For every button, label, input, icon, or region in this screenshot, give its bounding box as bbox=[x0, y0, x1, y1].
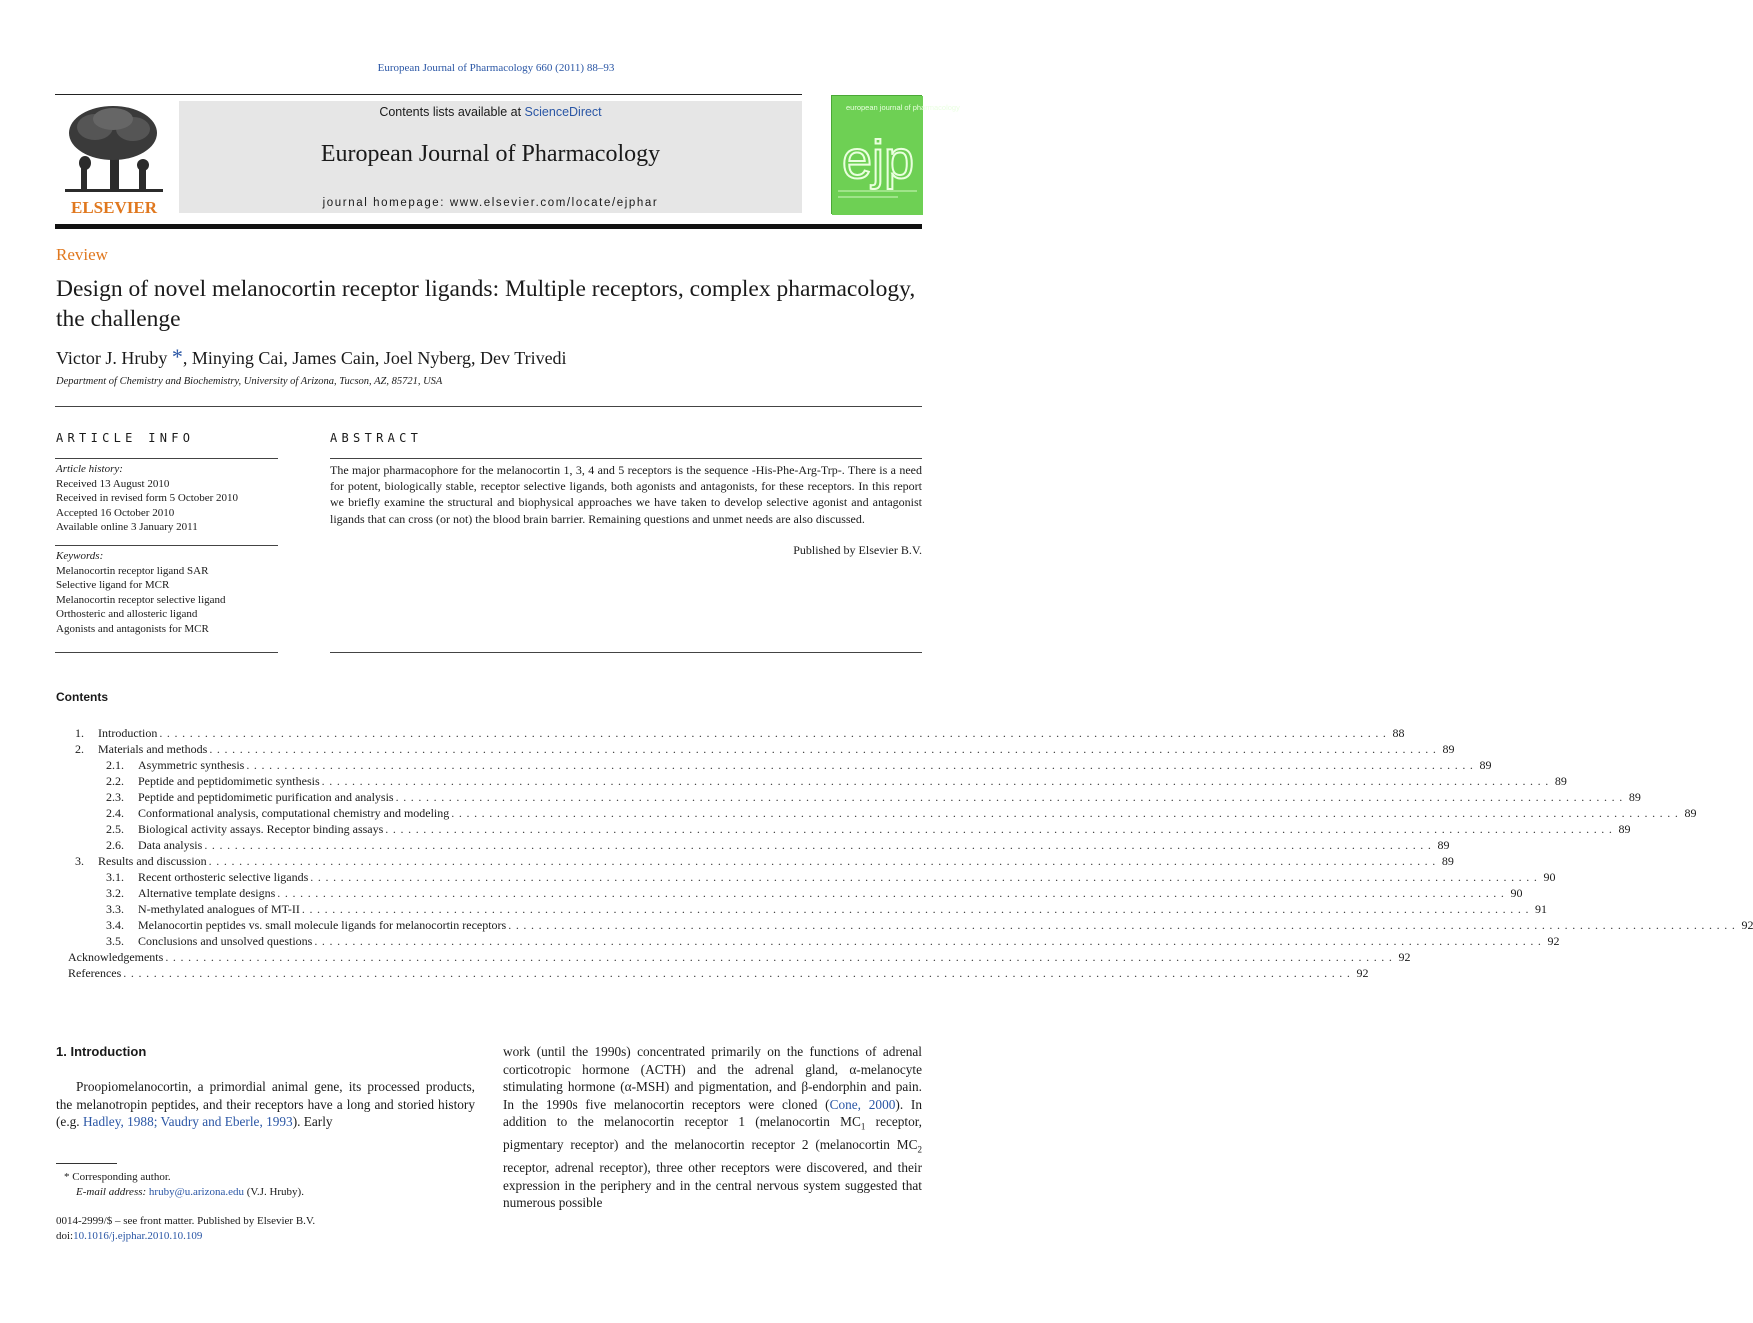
toc-entry-page: 90 bbox=[1543, 870, 1556, 884]
toc-entry-page: 89 bbox=[1442, 742, 1455, 756]
author-list bbox=[56, 344, 567, 370]
keywords bbox=[56, 549, 226, 636]
toc-entry-title: Peptide and peptidomimetic synthesis bbox=[138, 774, 320, 788]
email-tail: (V.J. Hruby). bbox=[243, 1186, 304, 1198]
corresponding-note: * Corresponding author. bbox=[64, 1171, 171, 1183]
history-item: Received 13 August 2010 bbox=[56, 477, 170, 490]
issn-line: 0014-2999/$ – see front matter. Published by Elsevier B.V. bbox=[56, 1215, 316, 1227]
toc-entry-number: 3.1. bbox=[106, 870, 124, 884]
keyword: Melanocortin receptor ligand SAR bbox=[56, 564, 209, 577]
toc-leader-dots: .................................................................................................................................................................. bbox=[277, 886, 1509, 900]
email-label: E-mail address: bbox=[76, 1186, 149, 1198]
intro-text: work (until the 1990s) concentrated primarily on the functions of adrenal corticotropic hormone (ACTH) and the adrenal gland, α-melanocyte stimulating hormone (α-MSH) and pigmentation, and β-endorphin and pain. In the 1990s five melanocortin receptors were cloned ( bbox=[503, 1044, 922, 1112]
toc-entry-page: 92 bbox=[1741, 918, 1753, 932]
toc-entry-title: Conformational analysis, computational chemistry and modeling bbox=[138, 806, 450, 820]
toc-entry[interactable] bbox=[56, 901, 1548, 917]
intro-text: Proopiomelanocortin, a primordial animal gene, its processed products, the melanotropin peptides, and their receptors have a long and storied history (e.g. bbox=[56, 1079, 475, 1129]
toc-leader-dots: .................................................................................................................................................................. bbox=[310, 870, 1542, 884]
toc-entry-number: 2.3. bbox=[106, 790, 124, 804]
toc-entry-number: 3. bbox=[75, 854, 84, 868]
toc-entry-title: Asymmetric synthesis bbox=[138, 758, 245, 772]
article-info-heading: ARTICLE INFO bbox=[56, 431, 195, 445]
toc-entry-number: 2.5. bbox=[106, 822, 124, 836]
toc-entry-title: Data analysis bbox=[138, 838, 203, 852]
journal-cover-image bbox=[831, 95, 960, 214]
toc-entry-title: Melanocortin peptides vs. small molecule ligands for melanocortin receptors bbox=[138, 918, 507, 932]
toc-entry-number: 3.2. bbox=[106, 886, 124, 900]
toc-entry-page: 89 bbox=[1437, 838, 1450, 852]
toc-entry-number: 2.1. bbox=[106, 758, 124, 772]
toc-entry-number: 3.4. bbox=[106, 918, 124, 932]
article-history bbox=[56, 462, 238, 535]
toc-entry[interactable] bbox=[56, 773, 1567, 789]
other-authors: , Minying Cai, James Cain, Joel Nyberg, Dev Trivedi bbox=[182, 348, 567, 368]
publisher-line: Published by Elsevier B.V. bbox=[793, 543, 922, 557]
article-type: Review bbox=[56, 245, 108, 264]
footnote bbox=[64, 1170, 304, 1200]
toc-entry-page: 89 bbox=[1628, 790, 1641, 804]
toc-entry-page: 89 bbox=[1554, 774, 1567, 788]
intro-text: receptor, adrenal receptor), three other receptors were discovered, and their expression in the periphery and in the central nervous system suggested that numerous possible bbox=[503, 1160, 922, 1211]
abstract-heading: ABSTRACT bbox=[330, 431, 423, 445]
history-label: Article history: bbox=[56, 463, 123, 475]
intro-text: ). Early bbox=[292, 1114, 333, 1129]
toc-leader-dots: .................................................................................................................................................................. bbox=[314, 934, 1546, 948]
intro-paragraph-continued bbox=[503, 1043, 922, 1212]
toc-entry-page: 88 bbox=[1392, 726, 1405, 740]
toc-entry-page: 92 bbox=[1398, 950, 1411, 964]
keyword: Orthosteric and allosteric ligand bbox=[56, 608, 198, 620]
corresponding-author-mark[interactable]: * bbox=[171, 344, 183, 369]
toc-leader-dots: .................................................................................................................................................................. bbox=[209, 742, 1441, 756]
divider bbox=[55, 406, 922, 407]
toc-entry[interactable] bbox=[56, 933, 1560, 949]
toc-leader-dots: .................................................................................................................................................................. bbox=[451, 806, 1683, 820]
elsevier-wordmark: ELSEVIER bbox=[71, 198, 157, 217]
doi-label: doi: bbox=[56, 1229, 74, 1242]
section-heading: 1. Introduction bbox=[56, 1044, 147, 1059]
sciencedirect-link[interactable]: ScienceDirect bbox=[524, 105, 602, 119]
toc-leader-dots: .................................................................................................................................................................. bbox=[208, 854, 1440, 868]
toc-entry[interactable] bbox=[56, 853, 1454, 869]
toc-entry-page: 92 bbox=[1547, 934, 1560, 948]
toc-entry[interactable] bbox=[56, 917, 1753, 933]
toc-entry[interactable] bbox=[56, 949, 1411, 965]
cover-ejp-mark: ejp bbox=[841, 130, 915, 190]
toc-entry-page: 89 bbox=[1441, 854, 1454, 868]
email-link[interactable]: hruby@u.arizona.edu bbox=[148, 1186, 244, 1198]
toc-entry-title: Introduction bbox=[98, 726, 158, 740]
toc-leader-dots: .................................................................................................................................................................. bbox=[204, 838, 1436, 852]
toc-entry-page: 92 bbox=[1356, 966, 1369, 980]
divider bbox=[55, 545, 278, 546]
toc-entry[interactable] bbox=[56, 789, 1641, 805]
first-author: Victor J. Hruby bbox=[56, 348, 168, 368]
toc-entry[interactable] bbox=[56, 837, 1450, 853]
toc-entry-title: Biological activity assays. Receptor binding assays bbox=[138, 822, 384, 836]
divider bbox=[55, 652, 278, 653]
keyword: Selective ligand for MCR bbox=[56, 579, 170, 591]
elsevier-logo bbox=[55, 101, 173, 217]
toc-entry-title: References bbox=[68, 966, 122, 980]
toc-entry-number: 3.5. bbox=[106, 934, 124, 948]
journal-title: European Journal of Pharmacology bbox=[320, 141, 661, 167]
toc-entry-title: Conclusions and unsolved questions bbox=[138, 934, 313, 948]
toc-entry-page: 89 bbox=[1684, 806, 1697, 820]
toc-entry-page: 91 bbox=[1535, 902, 1548, 916]
cover-small-text: european journal of pharmacology bbox=[846, 103, 960, 112]
citation-link[interactable]: Hadley, 1988; Vaudry and Eberle, 1993 bbox=[82, 1114, 293, 1129]
toc-entry[interactable] bbox=[56, 869, 1556, 885]
subscript: 2 bbox=[917, 1144, 922, 1155]
keyword: Agonists and antagonists for MCR bbox=[56, 622, 209, 635]
footnote-rule bbox=[56, 1163, 117, 1164]
header-rule-top bbox=[55, 94, 802, 95]
toc-entry-number: 2. bbox=[75, 742, 84, 756]
divider bbox=[55, 458, 278, 459]
toc-entry[interactable] bbox=[56, 805, 1697, 821]
toc-entry-number: 3.3. bbox=[106, 902, 124, 916]
subscript: 1 bbox=[860, 1121, 866, 1132]
history-item: Received in revised form 5 October 2010 bbox=[56, 492, 239, 504]
issn-block bbox=[56, 1214, 315, 1243]
toc-leader-dots: .................................................................................................................................................................. bbox=[123, 966, 1355, 980]
intro-text: ). In addition to the melanocortin receptor 1 (melanocortin MC bbox=[503, 1096, 923, 1129]
toc-entry-page: 90 bbox=[1510, 886, 1523, 900]
journal-reference[interactable]: European Journal of Pharmacology 660 (2011) 88–93 bbox=[377, 62, 615, 74]
toc-leader-dots: .................................................................................................................................................................. bbox=[385, 822, 1617, 836]
toc-entry-title: Materials and methods bbox=[98, 742, 208, 756]
toc-entry-title: Recent orthosteric selective ligands bbox=[138, 870, 309, 884]
journal-header-box bbox=[179, 101, 802, 213]
citation-link[interactable]: Cone, 2000 bbox=[829, 1096, 896, 1112]
doi-link[interactable]: 10.1016/j.ejphar.2010.10.109 bbox=[73, 1229, 203, 1242]
history-item: Accepted 16 October 2010 bbox=[56, 506, 175, 519]
toc-entry-title: Peptide and peptidomimetic purification and analysis bbox=[138, 790, 394, 804]
keyword: Melanocortin receptor selective ligand bbox=[56, 593, 226, 606]
divider bbox=[330, 652, 922, 653]
intro-paragraph bbox=[56, 1078, 475, 1131]
toc-entry-page: 89 bbox=[1618, 822, 1631, 836]
table-of-contents bbox=[56, 725, 1753, 981]
toc-entry-number: 2.6. bbox=[106, 838, 124, 852]
toc-entry-title: Results and discussion bbox=[98, 854, 207, 868]
contents-heading: Contents bbox=[56, 690, 108, 704]
intro-text: receptor, pigmentary receptor) and the melanocortin receptor 2 (melanocortin MC bbox=[503, 1114, 922, 1153]
affiliation: Department of Chemistry and Biochemistry, University of Arizona, Tucson, AZ, 85721, USA bbox=[56, 376, 443, 387]
toc-entry-title: N-methylated analogues of MT-II bbox=[138, 902, 300, 916]
abstract-text: The major pharmacophore for the melanocortin 1, 3, 4 and 5 receptors is the sequence -His-Phe-Arg-Trp-. There is a need for potent, biologically stable, receptor selective ligands, both agonists and antagonists, for these receptors. In this report we briefly examine the structural and biophysical approaches we have taken to develop selective agonist and antagonist ligands that can cross (or not) the blood brain barrier. Remaining questions and unmet needs are also discussed. bbox=[330, 463, 922, 526]
toc-leader-dots: .................................................................................................................................................................. bbox=[165, 950, 1397, 964]
toc-entry[interactable] bbox=[56, 821, 1631, 837]
toc-leader-dots: .................................................................................................................................................................. bbox=[508, 918, 1740, 932]
toc-entry[interactable] bbox=[56, 885, 1523, 901]
toc-entry-number: 1. bbox=[75, 726, 84, 740]
article-title: Design of novel melanocortin receptor ligands: Multiple receptors, complex pharmacology, the challenge bbox=[56, 276, 916, 332]
journal-homepage[interactable]: journal homepage: www.elsevier.com/locate/ejphar bbox=[322, 197, 659, 209]
toc-entry[interactable] bbox=[56, 725, 1405, 741]
toc-entry-page: 89 bbox=[1479, 758, 1492, 772]
toc-entry-title: Acknowledgements bbox=[68, 950, 164, 964]
toc-leader-dots: .................................................................................................................................................................. bbox=[301, 902, 1534, 916]
history-item: Available online 3 January 2011 bbox=[56, 521, 198, 533]
toc-leader-dots: .................................................................................................................................................................. bbox=[159, 726, 1391, 740]
toc-entry[interactable] bbox=[56, 741, 1455, 757]
header-rule-bottom bbox=[55, 224, 922, 229]
toc-leader-dots: .................................................................................................................................................................. bbox=[321, 774, 1553, 788]
toc-leader-dots: .................................................................................................................................................................. bbox=[246, 758, 1478, 772]
divider bbox=[330, 458, 922, 459]
toc-entry-number: 2.2. bbox=[106, 774, 124, 788]
contents-availability bbox=[179, 105, 802, 119]
toc-entry-title: Alternative template designs bbox=[138, 886, 276, 900]
contents-prefix: Contents lists available at bbox=[379, 105, 525, 119]
toc-leader-dots: .................................................................................................................................................................. bbox=[395, 790, 1627, 804]
toc-entry[interactable] bbox=[56, 757, 1492, 773]
keywords-label: Keywords: bbox=[56, 550, 104, 562]
toc-entry[interactable] bbox=[56, 965, 1369, 981]
toc-entry-number: 2.4. bbox=[106, 806, 124, 820]
